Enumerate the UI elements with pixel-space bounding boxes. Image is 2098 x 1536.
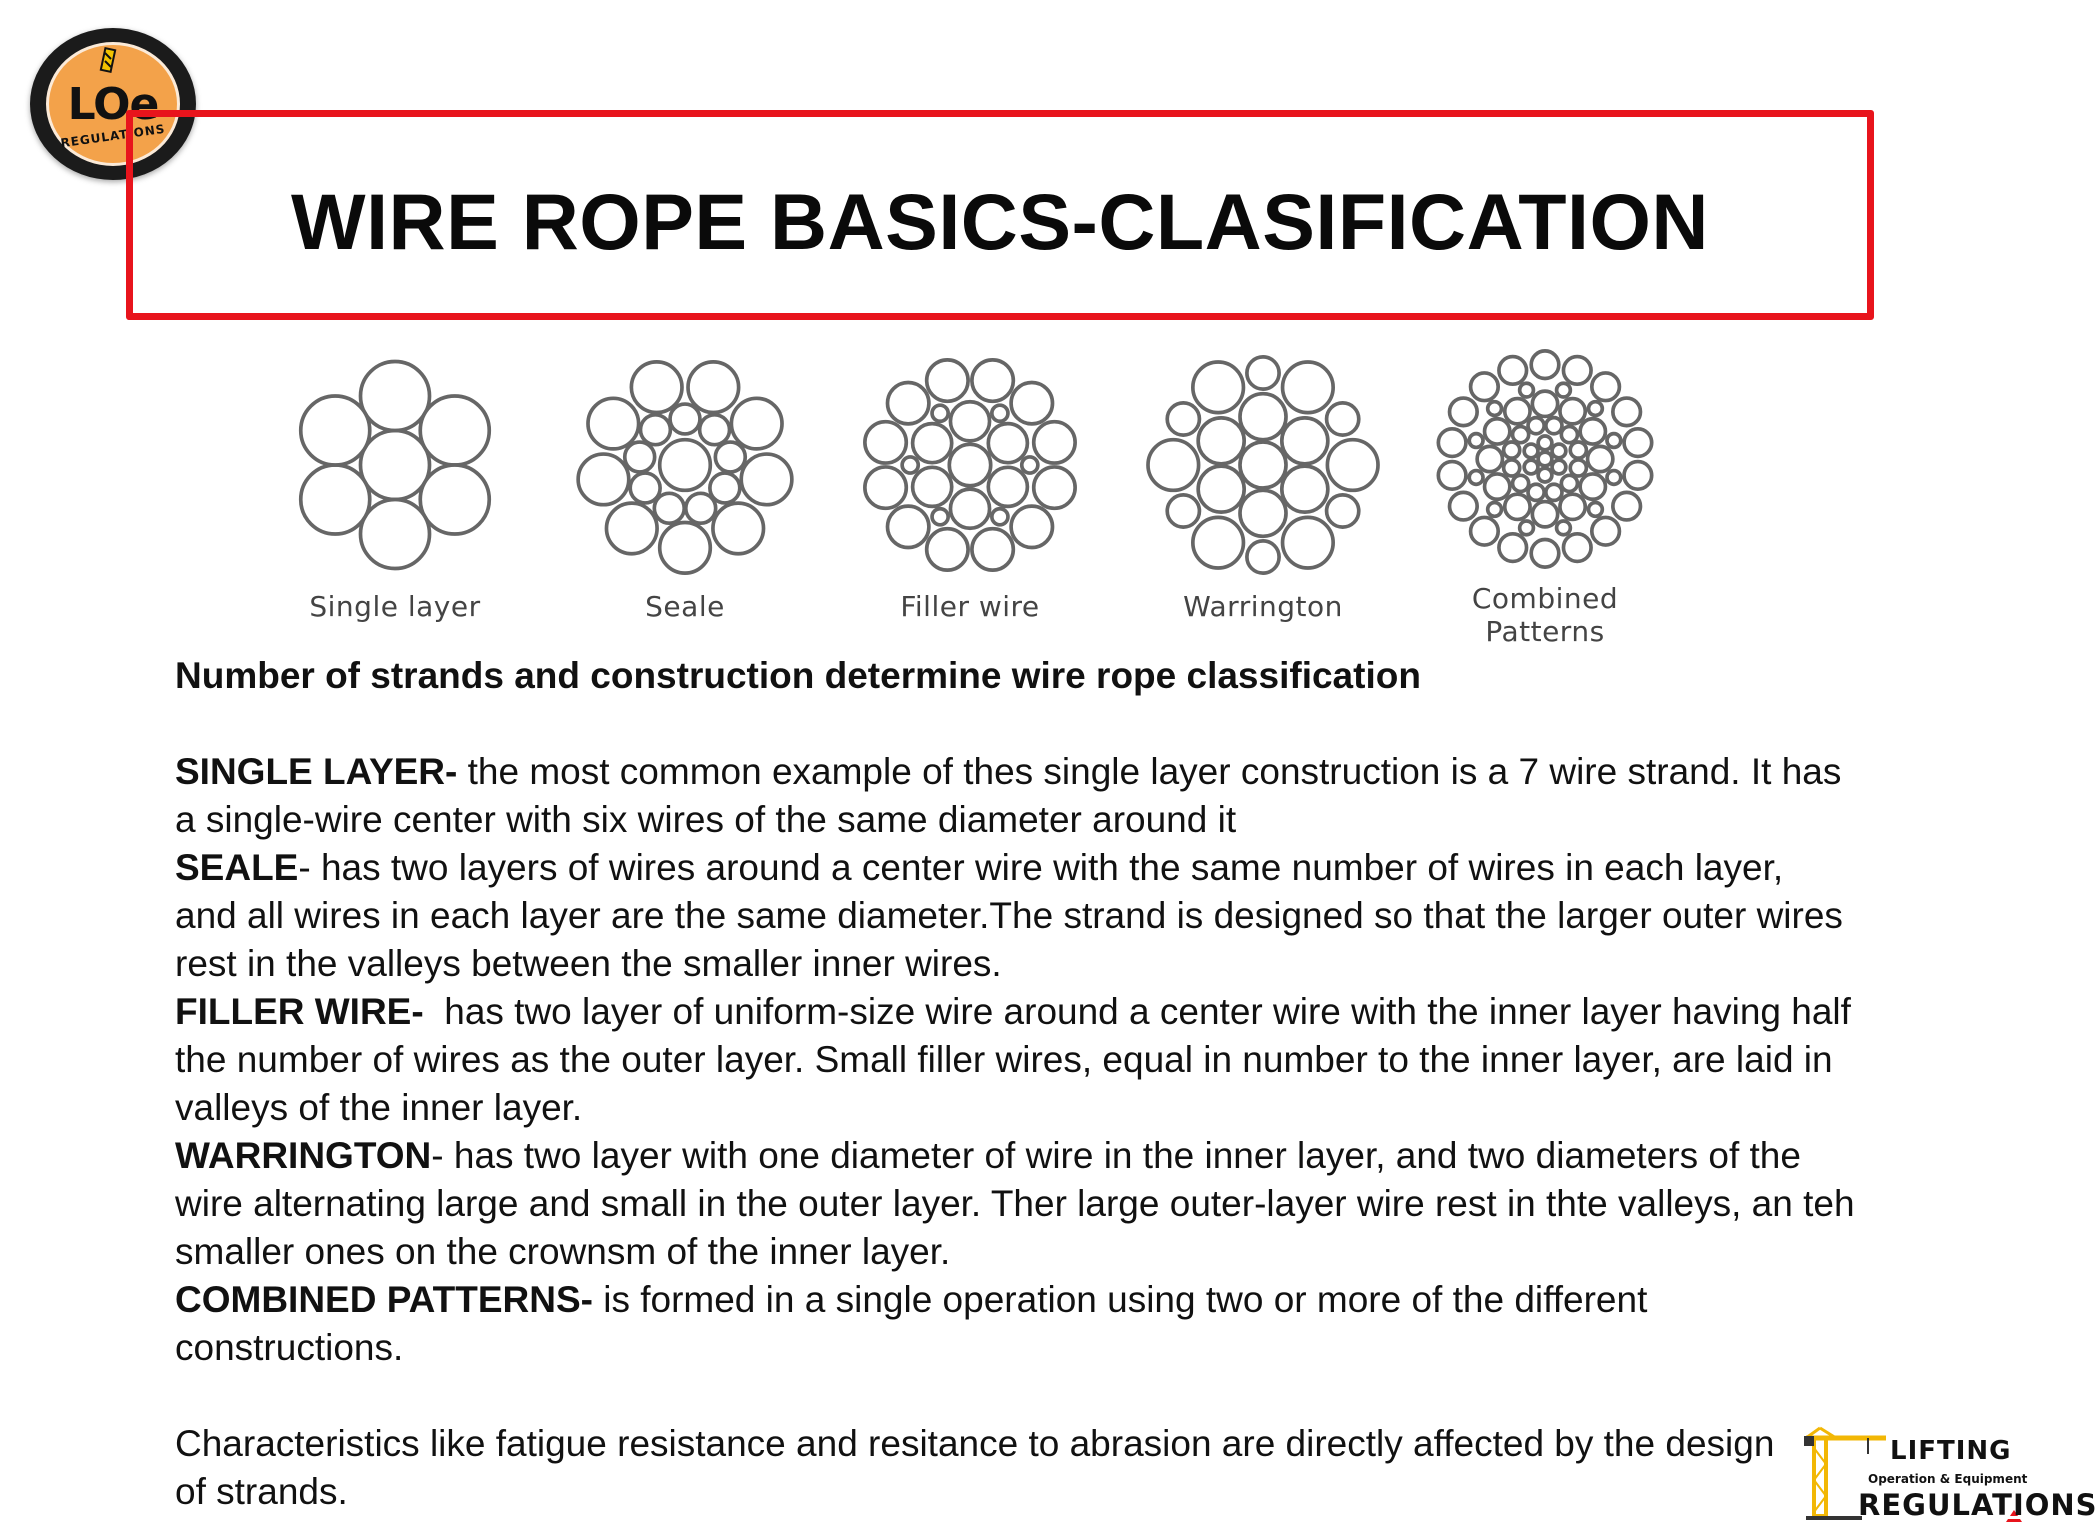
wire-circle (1570, 442, 1586, 458)
wire-circle (1327, 440, 1378, 491)
wire-circle (420, 465, 489, 534)
wire-circle (1283, 517, 1334, 568)
diagram-label: Filler wire (900, 590, 1040, 623)
paragraph-combined-patterns (175, 1276, 1855, 1372)
wire-circle (1561, 427, 1577, 443)
footer-logo (1796, 1424, 2098, 1524)
term-description: - has two layer with one diameter of wire in the inner layer, and two diameters of the wire alternating large and small in the outer layer. Ther large outer-layer wire rest in thte valleys, an teh smaller ones on the crownsm of the inner layer. (175, 1135, 1855, 1272)
wire-circle (1560, 494, 1585, 519)
wire-circle (713, 503, 764, 554)
seale-strand-icon (570, 350, 800, 580)
wire-circle (1524, 460, 1538, 474)
wire-circle (1477, 446, 1502, 471)
wire-circle (731, 398, 782, 449)
content-body (175, 652, 1862, 1516)
wire-circle (361, 500, 430, 569)
wire-circle (1563, 357, 1591, 385)
wire-circle (972, 360, 1013, 401)
wire-circle (1561, 475, 1577, 491)
term-description: has two layer of uniform-size wire around a center wire with the inner layer having half the number of wires as the outer layer. Small filler wires, equal in number to the inner layer, are laid in valleys of the inner layer. (175, 991, 1862, 1128)
wire-circle (1538, 452, 1552, 466)
wire-circle (1513, 475, 1529, 491)
wire-circle (1193, 517, 1244, 568)
term-label: SINGLE LAYER- (175, 751, 458, 792)
wire-circle (1240, 490, 1286, 536)
diagram-warrington (1128, 350, 1388, 640)
wire-circle (1469, 471, 1483, 485)
wire-circle (1570, 460, 1586, 476)
wire-circle (606, 503, 657, 554)
wire-circle (1167, 495, 1199, 527)
wire-circle (660, 523, 711, 574)
wire-circle (1034, 422, 1075, 463)
wire-circle (1624, 462, 1652, 490)
wire-circle (420, 396, 489, 465)
wire-circle (1240, 442, 1286, 488)
wire-circle (1589, 402, 1603, 416)
title-frame (126, 110, 1874, 320)
wire-circle (1327, 403, 1359, 435)
wire-circle (913, 424, 952, 463)
term-description: - has two layers of wires around a center wire with the same number of wires in each layer, and all wires in each layer are the same diameter.The strand is designed so that the larger outer wires rest in the valleys between the smaller inner wires. (175, 847, 1843, 984)
strand-diagram-row (260, 350, 1710, 648)
wire-circle (1471, 373, 1499, 401)
diagram-seale (550, 350, 810, 640)
paragraph-filler-wire (175, 988, 1862, 1132)
wire-circle (1532, 391, 1557, 416)
wire-circle (361, 431, 430, 500)
wire-circle (1546, 484, 1562, 500)
wire-circle (1198, 418, 1244, 464)
wire-circle (932, 509, 948, 525)
wire-circle (887, 382, 928, 423)
diagram-label: Seale (645, 590, 725, 623)
term-description: is formed in a single operation using two or more of the different constructions. (175, 1279, 1648, 1368)
wire-circle (1469, 434, 1483, 448)
wire-circle (865, 467, 906, 508)
intro-heading: Number of strands and construction determine wire rope classification (175, 655, 1421, 696)
wire-circle (700, 415, 730, 445)
wire-circle (1240, 394, 1286, 440)
wire-circle (865, 422, 906, 463)
wire-circle (1485, 419, 1510, 444)
wire-circle (1520, 383, 1534, 397)
wire-circle (1528, 484, 1544, 500)
wire-circle (1538, 436, 1552, 450)
wire-circle (660, 440, 711, 491)
paragraph-single-layer (175, 748, 1855, 844)
wire-circle (1198, 466, 1244, 512)
wire-circle (1531, 540, 1559, 568)
wire-circle (932, 405, 948, 421)
wire-circle (1552, 444, 1566, 458)
wire-circle (1532, 502, 1557, 527)
wire-circle (1607, 471, 1621, 485)
wire-circle (670, 404, 700, 434)
wire-circle (1588, 446, 1613, 471)
wire-circle (1552, 460, 1566, 474)
wire-circle (1592, 373, 1620, 401)
wire-circle (1148, 440, 1199, 491)
paragraph-warrington (175, 1132, 1855, 1276)
wire-circle (631, 362, 682, 413)
wire-circle (949, 444, 990, 485)
wire-circle (1450, 398, 1478, 426)
wire-circle (1193, 362, 1244, 413)
single-layer-strand-icon (280, 350, 510, 580)
wire-circle (1282, 466, 1328, 512)
wire-circle (1613, 492, 1641, 520)
term-label: WARRINGTON (175, 1135, 432, 1176)
wire-circle (1438, 462, 1466, 490)
wire-circle (927, 529, 968, 570)
wire-circle (988, 467, 1027, 506)
wire-circle (686, 493, 716, 523)
logo-wordmark: LOe (67, 79, 159, 130)
closing-paragraph: Characteristics like fatigue resistance and resitance to abrasion are directly affected by the design of strands. (175, 1423, 1775, 1512)
combined-patterns-strand-icon (1430, 344, 1660, 574)
wire-circle (1505, 494, 1530, 519)
wire-circle (1538, 468, 1552, 482)
wire-circle (1557, 521, 1571, 535)
wire-circle (950, 489, 989, 528)
wire-circle (992, 405, 1008, 421)
wire-circle (1450, 492, 1478, 520)
wire-circle (1580, 419, 1605, 444)
wire-circle (688, 362, 739, 413)
wire-circle (301, 396, 370, 465)
wire-circle (1560, 399, 1585, 424)
wire-circle (741, 454, 792, 505)
diagram-label: Single layer (309, 590, 481, 623)
diagram-label: Warrington (1183, 590, 1343, 623)
wire-circle (1471, 517, 1499, 545)
warrington-strand-icon (1148, 350, 1378, 580)
wire-circle (1505, 399, 1530, 424)
footer-logo-line2: Operation & Equipment (1868, 1472, 2028, 1486)
wire-circle (972, 529, 1013, 570)
diagram-combined-patterns (1410, 350, 1670, 648)
wire-circle (1247, 357, 1279, 389)
wire-circle (1528, 418, 1544, 434)
page-title: WIRE ROPE BASICS-CLASIFICATION (291, 177, 1709, 266)
wire-circle (1504, 442, 1520, 458)
wire-circle (1557, 383, 1571, 397)
wire-circle (1499, 534, 1527, 562)
wire-circle (630, 473, 660, 503)
wire-circle (1011, 506, 1052, 547)
wire-circle (1607, 434, 1621, 448)
wire-circle (625, 442, 655, 472)
wire-circle (988, 424, 1027, 463)
wire-circle (361, 362, 430, 431)
wire-circle (1513, 427, 1529, 443)
logo-subtext: REGULATIONS (59, 121, 167, 151)
wire-circle (1022, 457, 1038, 473)
wire-circle (1488, 402, 1502, 416)
wire-circle (1592, 517, 1620, 545)
term-label: FILLER WIRE- (175, 991, 424, 1032)
wire-circle (1034, 467, 1075, 508)
wire-circle (1011, 382, 1052, 423)
wire-circle (715, 442, 745, 472)
footer-logo-line1: LIFTING (1890, 1436, 2012, 1466)
diagram-filler-wire (835, 350, 1095, 640)
wire-circle (1504, 460, 1520, 476)
wire-circle (1167, 403, 1199, 435)
wire-circle (887, 506, 928, 547)
wire-circle (1546, 418, 1562, 434)
wire-circle (1589, 503, 1603, 517)
wire-circle (1499, 357, 1527, 385)
wire-circle (992, 509, 1008, 525)
wire-circle (1524, 444, 1538, 458)
term-label: COMBINED PATTERNS- (175, 1279, 593, 1320)
wire-circle (301, 465, 370, 534)
term-description: the most common example of thes single layer construction is a 7 wire strand. It has a single-wire center with six wires of the same diameter around it (175, 751, 1842, 840)
wire-circle (1563, 534, 1591, 562)
wire-circle (1283, 362, 1334, 413)
wire-circle (1438, 429, 1466, 457)
wire-circle (1488, 503, 1502, 517)
paragraph-seale (175, 844, 1855, 988)
wire-circle (1247, 541, 1279, 573)
wire-circle (1327, 495, 1359, 527)
wire-circle (1624, 429, 1652, 457)
wire-circle (1520, 521, 1534, 535)
wire-circle (1282, 418, 1328, 464)
wire-circle (588, 398, 639, 449)
wire-circle (1485, 474, 1510, 499)
term-label: SEALE (175, 847, 299, 888)
wire-circle (902, 457, 918, 473)
wire-circle (640, 415, 670, 445)
wire-circle (913, 467, 952, 506)
filler-wire-strand-icon (855, 350, 1085, 580)
diagram-label: Combined Patterns (1471, 582, 1619, 648)
diagram-single-layer (260, 350, 520, 640)
footer-logo-line3: REGULATIONS (1858, 1488, 2098, 1522)
wire-circle (927, 360, 968, 401)
wire-circle (1613, 398, 1641, 426)
wire-circle (950, 402, 989, 441)
wire-circle (1580, 474, 1605, 499)
wire-circle (578, 454, 629, 505)
wire-circle (1531, 351, 1559, 379)
